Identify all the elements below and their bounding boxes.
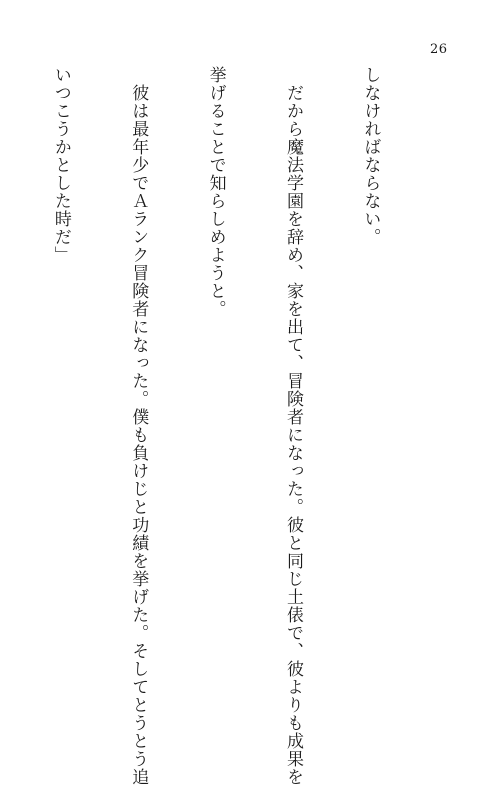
body-text [50, 66, 434, 786]
text-line-2: だから魔法学園を辞め、家を出て、冒険者になった。彼と同じ土俵で、彼よりも成果を [283, 66, 304, 786]
text-line-3: 挙げることで知らしめようと。 [205, 66, 226, 318]
text-line-1: しなければならない。 [360, 66, 381, 246]
page-number: 26 [430, 42, 448, 57]
text-line-5: いつこうかとした時だ」 [50, 66, 71, 264]
text-line-4: 彼は最年少でＡランク冒険者になった。僕も負けじと功績を挙げた。そしてとうとう追 [128, 66, 149, 786]
